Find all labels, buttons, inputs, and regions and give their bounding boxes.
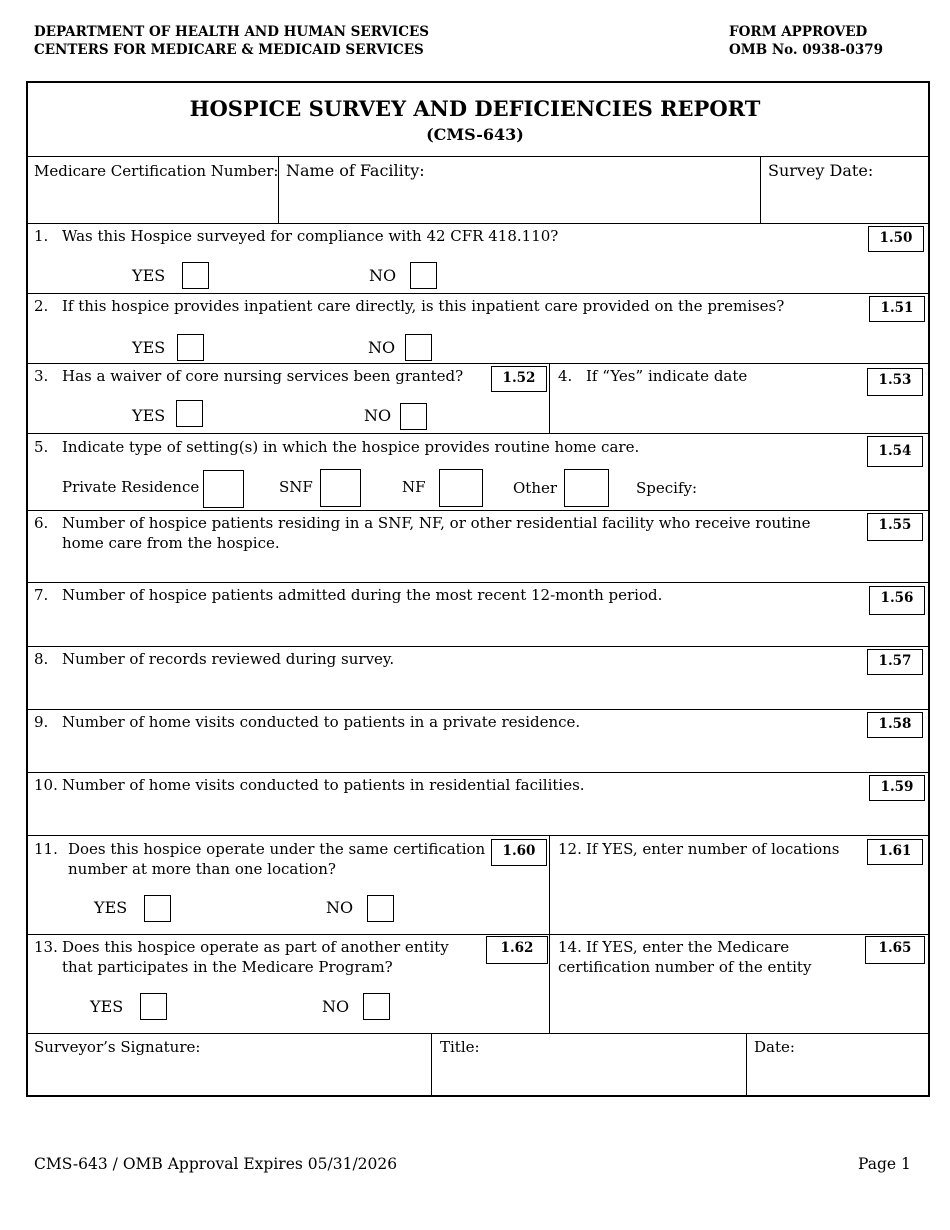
q3-no-label: NO: [364, 406, 392, 425]
q14-code: 1.65: [865, 936, 925, 964]
q10-code: 1.59: [869, 775, 925, 801]
q9-text: Number of home visits conducted to patients in a private residence.: [62, 713, 581, 731]
q2-text: If this hospice provides inpatient care directly, is this inpatient care provided on the premises?: [62, 297, 785, 315]
q5-nf-checkbox[interactable]: [439, 469, 483, 507]
q13-yes-label: YES: [90, 997, 124, 1016]
q5-private-residence-label: Private Residence: [62, 478, 200, 496]
q2-number: 2.: [34, 297, 49, 315]
form-approved-label: FORM APPROVED: [729, 24, 868, 40]
q12-code: 1.61: [867, 839, 923, 865]
q8-code: 1.57: [867, 649, 923, 675]
q5-code: 1.54: [867, 436, 923, 467]
q1-yes-checkbox[interactable]: [182, 262, 209, 289]
signature-date-label: Date:: [754, 1038, 795, 1056]
q11-number: 11.: [34, 840, 58, 858]
footer-form-info: CMS-643 / OMB Approval Expires 05/31/2026: [34, 1155, 398, 1173]
q13-yes-checkbox[interactable]: [140, 993, 167, 1020]
surveyor-signature-label: Surveyor’s Signature:: [34, 1038, 201, 1056]
q1-text: Was this Hospice surveyed for compliance with 42 CFR 418.110?: [62, 227, 559, 245]
q5-text: Indicate type of setting(s) in which the hospice provides routine home care.: [62, 438, 640, 456]
q11-yes-label: YES: [94, 898, 128, 917]
agency-name: CENTERS FOR MEDICARE & MEDICAID SERVICES: [34, 42, 424, 58]
q4-code: 1.53: [867, 368, 923, 396]
q2-code: 1.51: [869, 296, 925, 322]
q1-code: 1.50: [868, 226, 924, 252]
q8-number: 8.: [34, 650, 49, 668]
q11-no-label: NO: [326, 898, 354, 917]
q12-number: 12.: [558, 840, 582, 858]
q14-text-line2: certification number of the entity: [558, 958, 812, 976]
form-title: HOSPICE SURVEY AND DEFICIENCIES REPORT: [189, 96, 761, 121]
q5-nf-label: NF: [402, 478, 426, 496]
q5-other-label: Other: [513, 479, 558, 497]
q7-code: 1.56: [869, 586, 925, 615]
q1-no-label: NO: [369, 266, 397, 285]
medicare-cert-number-label: Medicare Certification Number:: [34, 162, 279, 180]
q3-no-checkbox[interactable]: [400, 403, 427, 430]
q6-text-line1: Number of hospice patients residing in a SNF, NF, or other residential facility who receive routine: [62, 514, 811, 532]
q5-private-residence-checkbox[interactable]: [203, 470, 244, 508]
q13-text-line2: that participates in the Medicare Program?: [62, 958, 393, 976]
q1-number: 1.: [34, 227, 49, 245]
q11-text-line1: Does this hospice operate under the same certification: [68, 840, 486, 858]
q5-specify-label: Specify:: [636, 479, 698, 497]
q1-no-checkbox[interactable]: [410, 262, 437, 289]
q14-number: 14.: [558, 938, 582, 956]
q7-text: Number of hospice patients admitted during the most recent 12-month period.: [62, 586, 663, 604]
q4-text: If “Yes” indicate date: [586, 367, 748, 385]
q2-yes-checkbox[interactable]: [177, 334, 204, 361]
q1-yes-label: YES: [132, 266, 166, 285]
q5-snf-checkbox[interactable]: [320, 469, 361, 507]
department-name: DEPARTMENT OF HEALTH AND HUMAN SERVICES: [34, 24, 430, 40]
q11-yes-checkbox[interactable]: [144, 895, 171, 922]
q6-text-line2: home care from the hospice.: [62, 534, 280, 552]
q8-text: Number of records reviewed during survey.: [62, 650, 395, 668]
q13-code: 1.62: [486, 936, 548, 964]
q11-text-line2: number at more than one location?: [68, 860, 336, 878]
q13-text-line1: Does this hospice operate as part of another entity: [62, 938, 449, 956]
q12-text: If YES, enter number of locations: [586, 840, 840, 858]
q6-number: 6.: [34, 514, 49, 532]
q3-yes-checkbox[interactable]: [176, 400, 203, 427]
q2-yes-label: YES: [132, 338, 166, 357]
q9-number: 9.: [34, 713, 49, 731]
q4-number: 4.: [558, 367, 573, 385]
q6-code: 1.55: [867, 513, 923, 541]
q3-number: 3.: [34, 367, 49, 385]
surveyor-title-label: Title:: [440, 1038, 480, 1056]
survey-date-label: Survey Date:: [768, 161, 874, 180]
q7-number: 7.: [34, 586, 49, 604]
form-subtitle: (CMS-643): [426, 125, 524, 144]
q3-code: 1.52: [491, 366, 547, 392]
q13-no-checkbox[interactable]: [363, 993, 390, 1020]
q5-snf-label: SNF: [279, 478, 313, 496]
q5-number: 5.: [34, 438, 49, 456]
q10-number: 10.: [34, 776, 58, 794]
q14-text-line1: If YES, enter the Medicare: [586, 938, 790, 956]
q3-text: Has a waiver of core nursing services been granted?: [62, 367, 464, 385]
q9-code: 1.58: [867, 712, 923, 738]
facility-name-label: Name of Facility:: [286, 161, 425, 180]
q2-no-label: NO: [368, 338, 396, 357]
q13-no-label: NO: [322, 997, 350, 1016]
omb-number: OMB No. 0938-0379: [729, 42, 884, 58]
page-number: Page 1: [858, 1155, 911, 1173]
q11-no-checkbox[interactable]: [367, 895, 394, 922]
q2-no-checkbox[interactable]: [405, 334, 432, 361]
q3-yes-label: YES: [132, 406, 166, 425]
q13-number: 13.: [34, 938, 58, 956]
q5-other-checkbox[interactable]: [564, 469, 609, 507]
q11-code: 1.60: [491, 839, 547, 866]
q10-text: Number of home visits conducted to patients in residential facilities.: [62, 776, 585, 794]
